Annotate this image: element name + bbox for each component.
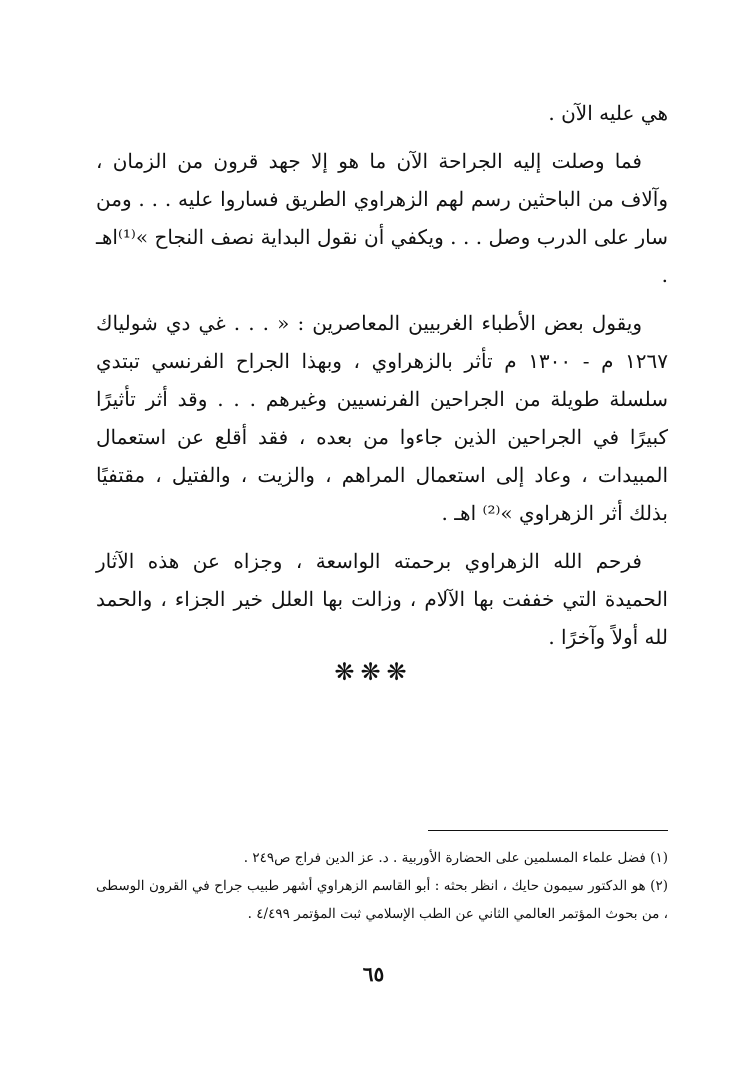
section-separator: ❋❋❋ (334, 658, 413, 686)
paragraph-4: فرحم الله الزهراوي برحمته الواسعة ، وجزاه عن هذه الآثار الحميدة التي خففت بها الآلام ، وزالت بها العلل خير الجزاء ، والحمد لله أولاً وآخرًا . (96, 549, 668, 649)
footnote-2: (٢) هو الدكتور سيمون حايك ، انظر بحثه : أبو القاسم الزهراوي أشهر طبيب جراح في القرون الوسطى ، من بحوث المؤتمر العالمي الثاني عن الطب الإسلامي ثبت المؤتمر ٤/٤٩٩ . (96, 878, 668, 922)
page-number: ٦٥ (362, 962, 385, 986)
paragraph-3: ويقول بعض الأطباء الغربيين المعاصرين : « . . . غي دي شولياك ١٢٦٧ م - ١٣٠٠ م تأثر بالزهراوي ، وبهذا الجراح الفرنسي تبتدي سلسلة طويلة من الجراحين الفرنسيين وغيرهم . . . وقد أثر تأثيرًا كبيرًا في الجراحين الذين جاءوا من بعده ، فقد أقلع عن استعمال المبيدات ، وعاد إلى استعمال المراهم ، والزيت ، والفتيل ، مقتفيًا بذلك أثر الزهراوي »⁽²⁾ اهـ . (96, 311, 668, 525)
footnotes (96, 844, 668, 928)
paragraph-1: هي عليه الآن . (548, 101, 668, 125)
footnote-1: (١) فضل علماء المسلمين على الحضارة الأوربية . د. عز الدين فراج ص٢٤٩ . (243, 850, 668, 866)
footnote-divider (428, 830, 668, 831)
main-text (96, 94, 668, 656)
paragraph-2: فما وصلت إليه الجراحة الآن ما هو إلا جهد قرون من الزمان ، وآلاف من الباحثين رسم لهم الزهراوي الطريق فساروا عليه . . . ومن سار على الدرب وصل . . . ويكفي أن نقول البداية نصف النجاح »⁽¹⁾اهـ . (96, 149, 668, 287)
